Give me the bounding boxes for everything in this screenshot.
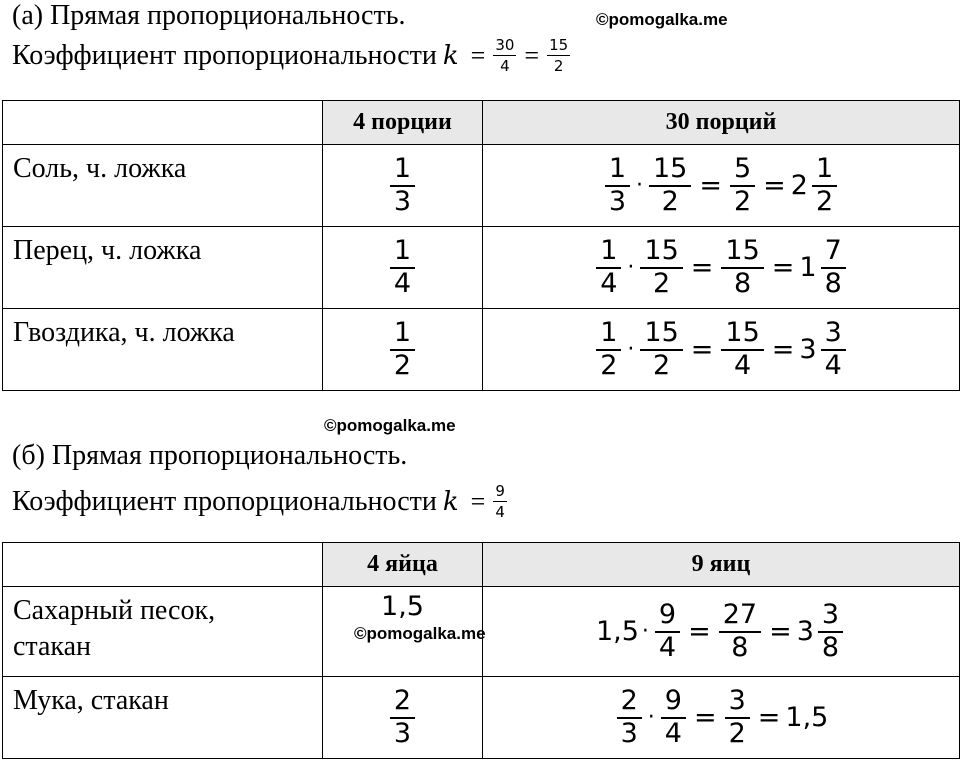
table-part-a <box>2 100 960 391</box>
fraction: $\frac{9}{4}$ <box>661 687 686 748</box>
coef-fraction-1: $\frac{30}{4}$ <box>495 36 515 75</box>
part-a-coefficient <box>12 38 572 74</box>
coef-fraction: $\frac{9}{4}$ <box>495 482 505 521</box>
header-4-eggs: 4 яйца <box>323 543 483 587</box>
table-header-row <box>3 543 960 587</box>
equals-sign: = <box>470 487 486 516</box>
base-amount-cell <box>323 309 483 391</box>
fraction: $\frac{1}{4}$ <box>390 237 415 298</box>
fraction: $\frac{1}{2}$ <box>812 155 837 216</box>
header-empty <box>3 543 323 587</box>
header-9-eggs: 9 яиц <box>483 543 960 587</box>
fraction: $\frac{9}{4}$ <box>655 601 680 662</box>
fraction: $\frac{5}{2}$ <box>730 155 755 216</box>
part-b-coefficient <box>12 484 509 520</box>
coef-label: Коэффициент пропорциональности <box>12 40 437 71</box>
part-b-heading: (б) Прямая пропорциональность. <box>12 440 408 471</box>
header-empty <box>3 101 323 145</box>
fraction: $\frac{2}{3}$ <box>617 687 642 748</box>
fraction: $\frac{27}{8}$ <box>719 601 761 662</box>
calc-cell: 1,5 · $\frac{9}{4}$ = $\frac{27}{8}$ = 3 $\frac{3}{8}$ <box>483 587 960 677</box>
part-a-heading: (а) Прямая пропорциональность. <box>12 0 406 31</box>
fraction: $\frac{1}{3}$ <box>605 155 630 216</box>
header-30-portions: 30 порций <box>483 101 960 145</box>
watermark-lower: ©pomogalka.me <box>354 624 486 643</box>
equals-sign: = <box>470 41 486 70</box>
calc-cell: $\frac{1}{2}$ · $\frac{15}{2}$ = $\frac{15}{4}$ = 3 $\frac{3}{4}$ <box>483 309 960 391</box>
header-4-portions: 4 порции <box>323 101 483 145</box>
result-value: 1,5 <box>785 702 829 733</box>
table-row <box>3 309 960 391</box>
watermark-middle: ©pomogalka.me <box>324 416 456 435</box>
fraction: $\frac{3}{2}$ <box>725 687 750 748</box>
fraction: $\frac{3}{8}$ <box>818 601 843 662</box>
coef-variable: k <box>442 487 459 517</box>
row-label-pepper: Перец, ч. ложка <box>3 227 323 309</box>
fraction: $\frac{15}{2}$ <box>640 319 682 380</box>
table-part-b <box>2 542 960 759</box>
fraction: $\frac{3}{4}$ <box>821 319 846 380</box>
table-row <box>3 677 960 759</box>
fraction: $\frac{15}{2}$ <box>649 155 691 216</box>
fraction: $\frac{1}{3}$ <box>390 155 415 216</box>
base-amount-cell <box>323 227 483 309</box>
calc-cell: $\frac{1}{3}$ · $\frac{15}{2}$ = $\frac{5}{2}$ = 2 $\frac{1}{2}$ <box>483 145 960 227</box>
whole-part: 3 <box>799 334 817 365</box>
fraction: $\frac{15}{2}$ <box>640 237 682 298</box>
table-row <box>3 227 960 309</box>
equals-sign: = <box>524 41 540 70</box>
whole-part: 2 <box>790 170 808 201</box>
calc-cell: $\frac{1}{4}$ · $\frac{15}{2}$ = $\frac{15}{8}$ = 1 $\frac{7}{8}$ <box>483 227 960 309</box>
coef-label: Коэффициент пропорциональности <box>12 486 437 517</box>
coef-variable: k <box>442 41 459 71</box>
base-amount-cell <box>323 677 483 759</box>
fraction: $\frac{1}{4}$ <box>596 237 621 298</box>
fraction: $\frac{15}{8}$ <box>721 237 763 298</box>
row-label-sugar: Сахарный песок, стакан <box>3 587 323 677</box>
fraction: $\frac{1}{2}$ <box>596 319 621 380</box>
fraction: $\frac{1}{2}$ <box>390 319 415 380</box>
base-amount-cell: 1,5 <box>323 587 483 677</box>
coef-fraction-2: $\frac{15}{2}$ <box>549 36 569 75</box>
row-label-clove: Гвоздика, ч. ложка <box>3 309 323 391</box>
fraction: $\frac{7}{8}$ <box>821 237 846 298</box>
fraction: $\frac{2}{3}$ <box>390 687 415 748</box>
row-label-salt: Соль, ч. ложка <box>3 145 323 227</box>
fraction: $\frac{15}{4}$ <box>721 319 763 380</box>
base-amount-cell <box>323 145 483 227</box>
table-row <box>3 145 960 227</box>
table-header-row <box>3 101 960 145</box>
calc-cell: $\frac{2}{3}$ · $\frac{9}{4}$ = $\frac{3}{2}$ = 1,5 <box>483 677 960 759</box>
whole-part: 1 <box>799 252 817 283</box>
row-label-flour: Мука, стакан <box>3 677 323 759</box>
whole-part: 3 <box>796 616 814 647</box>
watermark-top: ©pomogalka.me <box>596 10 728 29</box>
